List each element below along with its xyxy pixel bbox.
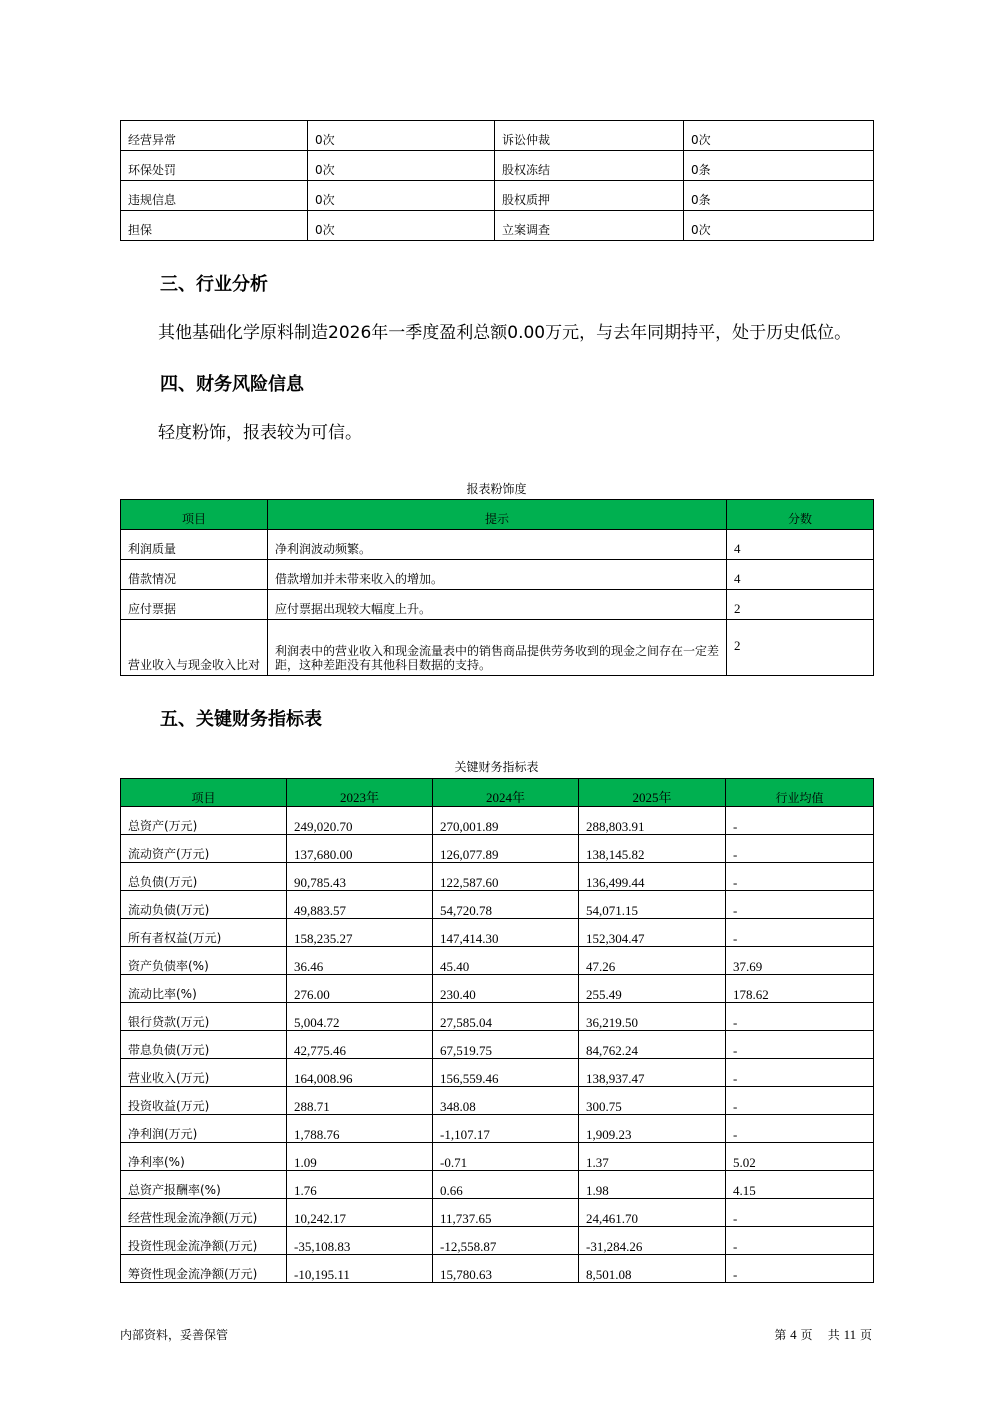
kpi-2025: -31,284.26 [579,1227,726,1255]
kpi-table-header-row [121,779,874,807]
kpi-row [121,1031,874,1059]
kpi-2025: 136,499.44 [579,863,726,891]
kpi-industry-avg: - [726,1087,874,1115]
kpi-2024: 15,780.63 [433,1255,579,1283]
fraud-item: 借款情况 [121,560,268,590]
kpi-industry-avg: - [726,1199,874,1227]
kpi-2024: 122,587.60 [433,863,579,891]
kpi-row [121,975,874,1003]
kpi-2024: 348.08 [433,1087,579,1115]
kpi-2025: 1.98 [579,1171,726,1199]
kpi-2024: 230.40 [433,975,579,1003]
footer-page-prefix: 第 [774,1328,787,1342]
risk-label: 诉讼仲裁 [495,121,684,151]
kpi-header-2025: 2025年 [579,779,726,807]
kpi-industry-avg: - [726,1031,874,1059]
kpi-industry-avg: 37.69 [726,947,874,975]
fraud-item: 利润质量 [121,530,268,560]
footer-total-prefix: 共 [827,1328,840,1342]
kpi-2025: 138,145.82 [579,835,726,863]
fraud-row [121,590,874,620]
kpi-2023: 1.76 [287,1171,433,1199]
kpi-2025: 8,501.08 [579,1255,726,1283]
kpi-2024: 45.40 [433,947,579,975]
fraud-header-item: 项目 [121,500,268,530]
kpi-2023: 158,235.27 [287,919,433,947]
kpi-row [121,835,874,863]
kpi-2023: -35,108.83 [287,1227,433,1255]
kpi-2024: 156,559.46 [433,1059,579,1087]
fraud-score: 2 [727,590,874,620]
kpi-row [121,1171,874,1199]
fraud-item: 应付票据 [121,590,268,620]
kpi-item: 净利润(万元) [121,1115,287,1143]
kpi-2024: 27,585.04 [433,1003,579,1031]
risk-label: 股权冻结 [495,151,684,181]
kpi-2023: 90,785.43 [287,863,433,891]
kpi-industry-avg: - [726,891,874,919]
kpi-2024: 270,001.89 [433,807,579,835]
kpi-industry-avg: - [726,1227,874,1255]
fraud-table-header-row [121,500,874,530]
risk-value: 0条 [684,181,874,211]
kpi-2023: 5,004.72 [287,1003,433,1031]
kpi-item: 带息负债(万元) [121,1031,287,1059]
kpi-row [121,1059,874,1087]
kpi-industry-avg: - [726,919,874,947]
kpi-2023: 10,242.17 [287,1199,433,1227]
kpi-table-caption: 关键财务指标表 [454,760,539,774]
section3-heading: 三、行业分析 [160,274,268,295]
kpi-2025: 1.37 [579,1143,726,1171]
footer-page-mid: 页 [800,1328,813,1342]
fraud-row [121,620,874,676]
kpi-2025: 152,304.47 [579,919,726,947]
footer-page-end: 页 [859,1328,872,1342]
fraud-row [121,530,874,560]
fraud-score: 4 [727,560,874,590]
risk-summary-table [120,120,874,241]
kpi-industry-avg: 5.02 [726,1143,874,1171]
kpi-row [121,1087,874,1115]
risk-label: 经营异常 [121,121,308,151]
kpi-item: 经营性现金流净额(万元) [121,1199,287,1227]
kpi-item: 总资产报酬率(%) [121,1171,287,1199]
risk-value: 0次 [308,181,495,211]
kpi-item: 所有者权益(万元) [121,919,287,947]
kpi-item: 投资性现金流净额(万元) [121,1227,287,1255]
kpi-2024: 54,720.78 [433,891,579,919]
kpi-2024: 126,077.89 [433,835,579,863]
kpi-item: 总负债(万元) [121,863,287,891]
risk-label: 违规信息 [121,181,308,211]
footer-page-total: 11 [843,1327,857,1342]
fraud-item: 营业收入与现金收入比对 [121,620,268,676]
fraud-table-caption: 报表粉饰度 [466,482,527,496]
kpi-row [121,891,874,919]
fraud-hint: 应付票据出现较大幅度上升。 [268,590,727,620]
kpi-2023: 42,775.46 [287,1031,433,1059]
risk-label: 环保处罚 [121,151,308,181]
kpi-2023: 164,008.96 [287,1059,433,1087]
section4-heading: 四、财务风险信息 [160,374,304,395]
risk-row [121,211,874,241]
kpi-row [121,1255,874,1283]
kpi-2023: 276.00 [287,975,433,1003]
kpi-2024: 0.66 [433,1171,579,1199]
risk-row [121,121,874,151]
kpi-2024: -0.71 [433,1143,579,1171]
kpi-2023: 249,020.70 [287,807,433,835]
kpi-industry-avg: - [726,1059,874,1087]
kpi-item: 流动负债(万元) [121,891,287,919]
kpi-row [121,1199,874,1227]
kpi-2023: -10,195.11 [287,1255,433,1283]
kpi-item: 筹资性现金流净额(万元) [121,1255,287,1283]
kpi-item: 营业收入(万元) [121,1059,287,1087]
kpi-industry-avg: - [726,1003,874,1031]
kpi-2023: 49,883.57 [287,891,433,919]
risk-value: 0次 [308,121,495,151]
kpi-industry-avg: - [726,807,874,835]
kpi-row [121,947,874,975]
fraud-score: 4 [727,530,874,560]
kpi-item: 银行贷款(万元) [121,1003,287,1031]
footer-page-number [774,1326,872,1343]
section3-text: 其他基础化学原料制造2026年一季度盈利总额0.00万元，与去年同期持平，处于历史低位。 [158,323,852,343]
kpi-2023: 1.09 [287,1143,433,1171]
kpi-2025: 24,461.70 [579,1199,726,1227]
kpi-item: 流动比率(%) [121,975,287,1003]
footer-page-current: 4 [790,1327,797,1342]
section4-text: 轻度粉饰，报表较为可信。 [158,423,362,443]
kpi-2025: 288,803.91 [579,807,726,835]
risk-row [121,151,874,181]
kpi-2024: 67,519.75 [433,1031,579,1059]
kpi-industry-avg: - [726,1255,874,1283]
kpi-2024: -1,107.17 [433,1115,579,1143]
kpi-2023: 137,680.00 [287,835,433,863]
kpi-header-2024: 2024年 [433,779,579,807]
kpi-2023: 36.46 [287,947,433,975]
fraud-header-hint: 提示 [268,500,727,530]
fraud-header-score: 分数 [727,500,874,530]
kpi-2025: 255.49 [579,975,726,1003]
kpi-item: 投资收益(万元) [121,1087,287,1115]
kpi-header-item: 项目 [121,779,287,807]
fraud-row [121,560,874,590]
risk-row [121,181,874,211]
fraud-score-table [120,499,874,676]
risk-label: 股权质押 [495,181,684,211]
risk-value: 0次 [308,151,495,181]
kpi-2025: 1,909.23 [579,1115,726,1143]
kpi-row [121,919,874,947]
fraud-hint: 借款增加并未带来收入的增加。 [268,560,727,590]
kpi-item: 流动资产(万元) [121,835,287,863]
kpi-item: 总资产(万元) [121,807,287,835]
kpi-2025: 47.26 [579,947,726,975]
risk-value: 0次 [684,121,874,151]
kpi-row [121,863,874,891]
kpi-2023: 1,788.76 [287,1115,433,1143]
fraud-score: 2 [727,620,874,676]
kpi-2024: 11,737.65 [433,1199,579,1227]
kpi-row [121,1003,874,1031]
kpi-industry-avg: - [726,1115,874,1143]
kpi-industry-avg: 178.62 [726,975,874,1003]
fraud-hint: 利润表中的营业收入和现金流量表中的销售商品提供劳务收到的现金之间存在一定差距，这种差距没有其他科目数据的支持。 [268,620,727,676]
kpi-table [120,778,874,1283]
kpi-2025: 54,071.15 [579,891,726,919]
risk-value: 0条 [684,151,874,181]
kpi-2023: 288.71 [287,1087,433,1115]
kpi-item: 净利率(%) [121,1143,287,1171]
kpi-row [121,1227,874,1255]
fraud-hint: 净利润波动频繁。 [268,530,727,560]
kpi-industry-avg: - [726,835,874,863]
kpi-row [121,1115,874,1143]
kpi-header-industry-avg: 行业均值 [726,779,874,807]
risk-label: 立案调查 [495,211,684,241]
kpi-header-2023: 2023年 [287,779,433,807]
kpi-2025: 36,219.50 [579,1003,726,1031]
risk-value: 0次 [308,211,495,241]
kpi-2024: 147,414.30 [433,919,579,947]
footer-confidential: 内部资料，妥善保管 [120,1328,229,1342]
section5-heading: 五、关键财务指标表 [160,709,322,730]
risk-value: 0次 [684,211,874,241]
kpi-industry-avg: 4.15 [726,1171,874,1199]
kpi-row [121,807,874,835]
risk-label: 担保 [121,211,308,241]
kpi-2025: 300.75 [579,1087,726,1115]
kpi-2025: 84,762.24 [579,1031,726,1059]
kpi-industry-avg: - [726,863,874,891]
kpi-row [121,1143,874,1171]
kpi-2025: 138,937.47 [579,1059,726,1087]
kpi-2024: -12,558.87 [433,1227,579,1255]
kpi-item: 资产负债率(%) [121,947,287,975]
